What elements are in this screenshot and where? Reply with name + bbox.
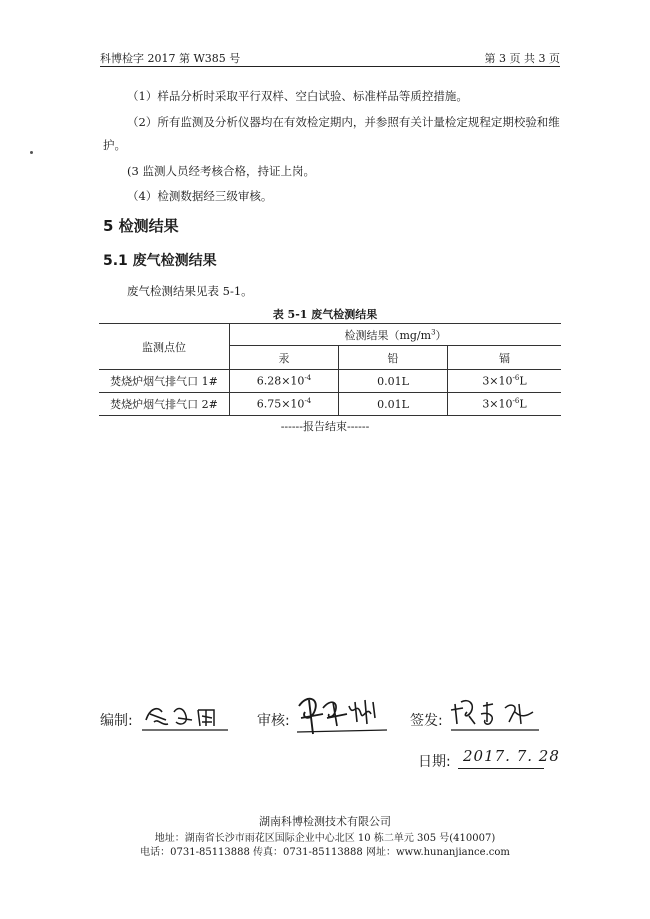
row-mercury: $6.75\times 10^{-4}$	[230, 393, 339, 416]
approver-label: 签发:	[410, 713, 443, 729]
row-point: 焚烧炉烟气排气口 1#	[99, 370, 230, 393]
qc-item-2: （2）所有监测及分析仪器均在有效检定期内，并参照有关计量检定规程定期校验和维	[127, 115, 560, 129]
reviewer-label: 审核:	[257, 713, 290, 729]
scan-speck	[30, 151, 33, 154]
row-cadmium: $3\times 10^{-6}L$	[448, 393, 562, 416]
qc-item-3: (3 监测人员经考核合格，持证上岗。	[127, 164, 315, 178]
header-results: 检测结果$(mg/m^3)$	[230, 324, 562, 346]
footer-company: 湖南科博检测技术有限公司	[259, 815, 391, 828]
section-5-1-heading: 5.1 废气检测结果	[103, 253, 217, 269]
results-table	[99, 323, 561, 416]
table-row	[99, 370, 561, 393]
report-end-marker: ------报告结束------	[280, 420, 370, 433]
editor-label: 编制:	[100, 713, 133, 729]
footer-address: 地址：湖南省长沙市雨花区国际企业中心北区 10 栋二单元 305 号(410007)	[154, 833, 496, 844]
section-5-heading: 5 检测结果	[103, 217, 179, 235]
row-cadmium: $3\times 10^{-6}L$	[448, 370, 562, 393]
header-mercury: 汞	[230, 346, 339, 370]
header-cadmium: 镉	[448, 346, 562, 370]
header-lead: 铅	[339, 346, 448, 370]
page-header	[100, 48, 560, 67]
row-point: 焚烧炉烟气排气口 2#	[99, 393, 230, 416]
editor-signature	[140, 698, 235, 734]
section-intro: 废气检测结果见表 5-1。	[127, 284, 253, 298]
approver-signature	[449, 694, 544, 734]
table-row	[99, 393, 561, 416]
page-number: 第 3 页 共 3 页	[484, 52, 560, 65]
qc-item-2-cont: 护。	[103, 138, 126, 152]
row-mercury: $6.28\times 10^{-4}$	[230, 370, 339, 393]
qc-item-4: （4）检测数据经三级审核。	[127, 189, 273, 203]
date-underline	[458, 768, 544, 769]
table-caption: 表 5-1 废气检测结果	[272, 308, 378, 321]
row-lead: 0.01L	[339, 393, 448, 416]
qc-item-1: （1）样品分析时采取平行双样、空白试验、标准样品等质控措施。	[127, 89, 468, 103]
report-number: 科博检字 2017 第 W385 号	[100, 52, 241, 65]
header-monitoring-point: 监测点位	[99, 324, 230, 370]
date-value: 2017. 7. 28	[463, 747, 560, 765]
footer-contact: 电话：0731-85113888 传真：0731-85113888 网址：www.hunanjiance.com	[140, 847, 510, 858]
row-lead: 0.01L	[339, 370, 448, 393]
reviewer-signature	[293, 688, 393, 740]
date-label: 日期:	[418, 754, 451, 770]
